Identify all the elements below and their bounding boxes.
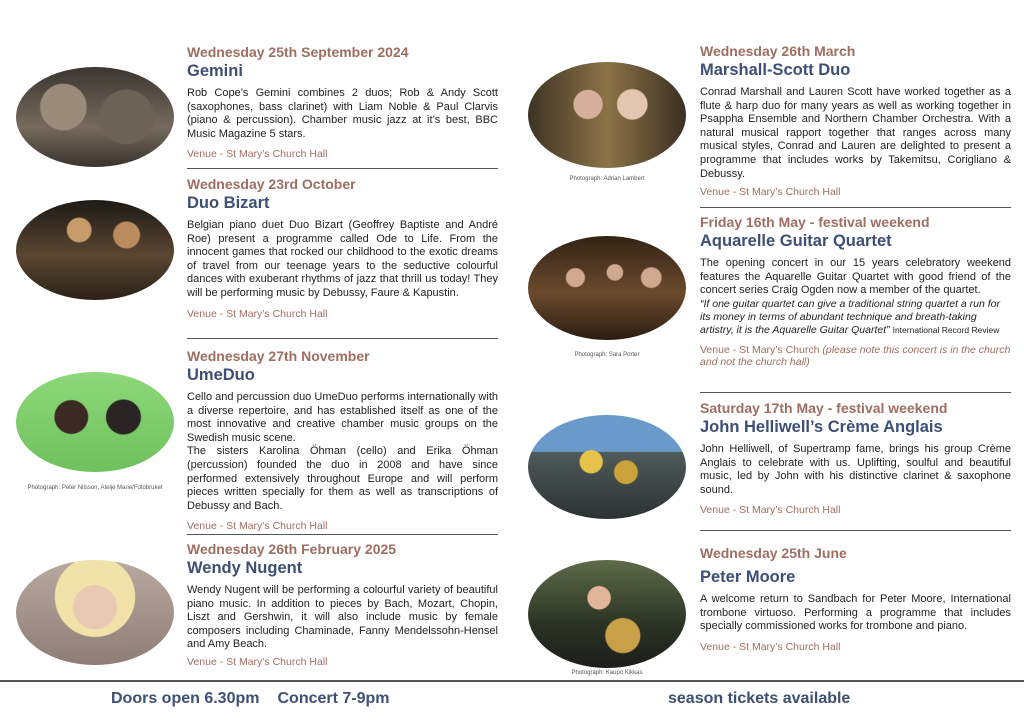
event-title: Aquarelle Guitar Quartet <box>700 232 892 250</box>
event-description: A welcome return to Sandbach for Peter Moore, International trombone virtuoso. Performing a programme that includes specially commissioned works for trombone and piano. <box>700 593 1011 633</box>
event-date: Wednesday 26th March <box>700 43 856 59</box>
event-description: Belgian piano duet Duo Bizart (Geoffrey Baptiste and André Roe) present a programme called Ode to Life. From the innocent games that rocked our childhood to the exotic dreams of travel from our teenage years to the seductive colourful dances with exuberant rhythms of jazz that thrill us today! They will be performing music by Debussy, Faure & Kapustin. <box>187 219 498 299</box>
event-description: John Helliwell, of Supertramp fame, brings his group Crème Anglais to celebrate with us. Uplifting, soulful and beautiful music, led by John with his distinctive clarinet & saxophone sound. <box>700 443 1011 496</box>
gemini-photo <box>16 67 174 167</box>
event-venue: Venue - St Mary’s Church Hall <box>187 520 328 533</box>
event-date: Wednesday 25th June <box>700 545 847 561</box>
event-venue: Venue - St Mary’s Church Hall <box>187 307 328 320</box>
event-creme-anglais <box>700 400 1011 516</box>
event-title: Duo Bizart <box>187 194 270 212</box>
event-aquarelle <box>700 214 1011 368</box>
event-date: Wednesday 27th November <box>187 348 370 364</box>
event-date: Saturday 17th May - festival weekend <box>700 400 948 416</box>
event-marshall-scott <box>700 43 1011 198</box>
event-duo-bizart <box>187 176 498 320</box>
footer-times <box>111 690 408 708</box>
quote-source: International Record Review <box>892 324 1000 335</box>
event-peter-moore <box>700 545 1011 653</box>
event-date: Wednesday 25th September 2024 <box>187 44 409 60</box>
divider <box>187 168 498 169</box>
divider <box>700 392 1011 393</box>
divider <box>187 338 498 339</box>
event-venue: Venue - St Mary’s Church Hall <box>700 186 841 199</box>
event-venue: Venue - St Mary’s Church Hall <box>700 504 841 517</box>
event-title: Peter Moore <box>700 568 796 586</box>
event-title: John Helliwell’s Crème Anglais <box>700 418 943 436</box>
event-description-2: The sisters Karolina Öhman (cello) and Erika Öhman (percussion) founded the duo in 2008 and have since performed extensively throughout Europe and will perform pieces written specially for them as well as transcriptions of Debussy and Bach. <box>187 445 498 512</box>
event-venue: Venue - St Mary’s Church Hall <box>187 148 328 161</box>
event-venue <box>700 344 1011 368</box>
venue-note: (please note this concert is in the church and not the church hall) <box>700 343 1011 368</box>
event-gemini <box>187 44 498 160</box>
wendy-nugent-photo <box>16 560 174 665</box>
umeduo-photo <box>16 372 174 472</box>
quote-text: “If one guitar quartet can give a traditional string quartet a run for its money in terms of abundant technique and breath-taking artistry, it is the Aquarelle Guitar Quartet” <box>700 297 1001 336</box>
event-venue: Venue - St Mary’s Church Hall <box>187 655 328 668</box>
event-description: Rob Cope’s Gemini combines 2 duos; Rob & Andy Scott (saxophones, bass clarinet) with Liam Noble & Paul Clarvis (piano & percussion). Chamber music jazz at it’s best, BBC Music Magazine 5 stars. <box>187 87 498 140</box>
aquarelle-photo <box>528 236 686 340</box>
event-wendy-nugent <box>187 541 498 668</box>
event-title: Marshall-Scott Duo <box>700 61 851 79</box>
event-date: Wednesday 23rd October <box>187 176 356 192</box>
divider <box>700 530 1011 531</box>
event-date: Wednesday 26th February 2025 <box>187 541 397 557</box>
photo-caption: Photograph: Peter Nilsson, Ateljé Marie/Fotobruket <box>27 485 163 491</box>
event-description: Wendy Nugent will be performing a colourful variety of beautiful piano music. In addition to pieces by Bach, Mozart, Chopin, Liszt and Gershwin, it will also include music by female composers including Chaminade, Fanny Mendelssohn-Hensel and Amy Beach. <box>187 584 498 651</box>
duo-bizart-photo <box>16 200 174 300</box>
photo-caption: Photograph: Adrian Lambert <box>569 176 645 182</box>
event-venue: Venue - St Mary’s Church Hall <box>700 640 841 653</box>
review-quote <box>700 298 1011 337</box>
venue-text: Venue - St Mary’s Church <box>700 343 820 356</box>
event-description: Conrad Marshall and Lauren Scott have worked together as a flute & harp duo for many years as well as working together in Psappha Ensemble and Northern Chamber Orchestra. With a natural musical rapport together that ranges across many musical styles, Conrad and Lauren are delighted to present a programme that includes works by Takemitsu, Corigliano & Debussy. <box>700 86 1011 180</box>
divider <box>700 207 1011 208</box>
photo-caption: Photograph: Kaupo Kikkas <box>571 670 643 676</box>
event-description: Cello and percussion duo UmeDuo performs internationally with a diverse repertoire, and has established itself as one of the most innovative and creative chamber music groups on the Swedish music scene. <box>187 391 498 444</box>
event-date: Friday 16th May - festival weekend <box>700 214 930 230</box>
peter-moore-photo <box>528 560 686 668</box>
creme-anglais-photo <box>528 415 686 519</box>
event-umeduo <box>187 348 498 532</box>
divider <box>187 534 498 535</box>
event-description: The opening concert in our 15 years celebratory weekend features the Aquarelle Guitar Quartet with good friend of the concert series Craig Ogden now a member of the quartet. <box>700 257 1011 297</box>
photo-caption: Photograph: Sara Porter <box>574 352 640 358</box>
event-title: Gemini <box>187 62 243 80</box>
doors-open-text: Doors open 6.30pm <box>111 690 260 707</box>
concert-time-text: Concert 7-9pm <box>277 690 390 707</box>
season-tickets-text: season tickets available <box>668 690 851 707</box>
marshall-scott-photo <box>528 62 686 168</box>
footer-divider <box>0 680 1024 682</box>
event-title: Wendy Nugent <box>187 559 303 577</box>
event-title: UmeDuo <box>187 366 255 384</box>
